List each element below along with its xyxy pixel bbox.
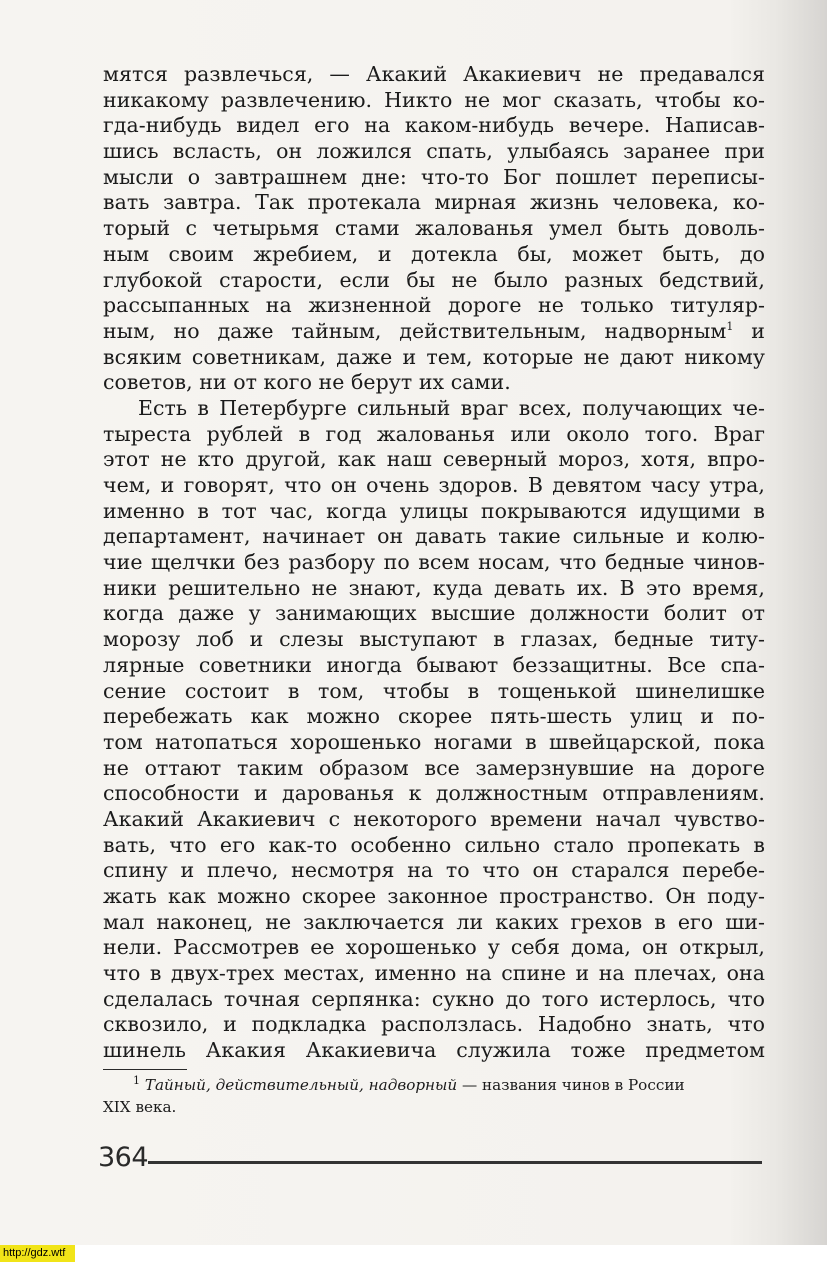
paragraph-start-line: Есть в Петербурге сильный враг всех, получающих че- (138, 395, 765, 420)
text-line: мысли о завтрашнем дне: что-то Бог пошлет переписы- (103, 164, 765, 189)
text-line: всяким советникам, даже и тем, которые не дают никому (103, 344, 765, 369)
text-line: вать завтра. Так протекала мирная жизнь человека, ко- (103, 190, 765, 215)
source-watermark: http://gdz.wtf (0, 1245, 75, 1262)
text-line: вать, что его как-то особенно сильно стало пропекать в (103, 832, 765, 857)
text-line: морозу лоб и слезы выступают в глазах, бедные титу- (103, 627, 765, 652)
text-line: именно в тот час, когда улицы покрываются идущими в (103, 498, 765, 523)
text-line: нели. Рассмотрев ее хорошенько у себя дома, он открыл, (103, 935, 765, 960)
footnote-divider (103, 1069, 187, 1070)
text-line: чем, и говорят, что он очень здоров. В девятом часу утра, (103, 473, 765, 497)
text-line: жать как можно скорее законное пространство. Он поду- (103, 884, 765, 908)
text-line: сделалась точная серпянка: сукно до того истерлось, что (103, 986, 765, 1011)
footnote-line (103, 1074, 765, 1096)
text-line: ники решительно не знают, куда девать их. В это время, (103, 575, 765, 600)
page-footer-rule (148, 1161, 762, 1164)
footnote-marker: 1 (133, 1073, 140, 1087)
footnote-text: — названия чинов в России (457, 1076, 685, 1094)
text-line: рассыпанных на жизненной дороге не только титуляр- (103, 293, 765, 318)
text-line: мятся развлечься, — Акакий Акакиевич не предавался (103, 62, 765, 86)
text-line: сение состоит в том, чтобы в тощенькой шинелишке (103, 678, 765, 703)
paragraph-end-line: советов, ни от кого не берут их сами. (103, 370, 511, 395)
body-text (103, 62, 765, 1064)
footnote-term: Тайный, действительный, надворный (144, 1076, 458, 1094)
text-line: не оттают таким образом все замерзнувшие на дороге (103, 755, 765, 780)
text-segment: ным, но даже тайным, действительным, надворным (103, 318, 727, 343)
footnote (103, 1074, 765, 1118)
footnote-reference: 1 (726, 320, 734, 334)
text-line: тыреста рублей в год жалованья или около того. Враг (103, 421, 765, 446)
text-line: шись всласть, он ложился спать, улыбаясь заранее при (103, 139, 765, 164)
text-line: что в двух-трех местах, именно на спине и на плечах, она (103, 961, 765, 986)
text-line: гда-нибудь видел его на каком-нибудь вечере. Написав- (103, 113, 765, 138)
text-line: том натопаться хорошенько ногами в швейцарской, пока (103, 729, 765, 754)
text-line: сквозило, и подкладка расползлась. Надобно знать, что (103, 1012, 765, 1037)
text-line: способности и дарованья к должностным отправлениям. (103, 781, 765, 806)
text-line: мал наконец, не заключается ли каких грехов в его ши- (103, 909, 765, 934)
text-line: шинель Акакия Акакиевича служила тоже предметом (103, 1038, 765, 1063)
page-number: 364 (98, 1142, 149, 1173)
text-line: глубокой старости, если бы не было разных бедствий, (103, 267, 765, 292)
text-line: спину и плечо, несмотря на то что он старался перебе- (103, 858, 765, 883)
text-line: перебежать как можно скорее пять-шесть улиц и по- (103, 704, 765, 729)
text-line-with-footnote-ref (103, 319, 765, 345)
text-line: когда даже у занимающих высшие должности болит от (103, 601, 765, 626)
footnote-line: XIX века. (103, 1098, 177, 1116)
text-segment: и (733, 318, 766, 343)
text-line: торый с четырьмя стами жалованья умел быть доволь- (103, 216, 765, 241)
text-line: департамент, начинает он давать такие сильные и колю- (103, 524, 765, 549)
text-line: этот не кто другой, как наш северный мороз, хотя, впро- (103, 447, 765, 472)
text-line: Акакий Акакиевич с некоторого времени начал чувство- (103, 806, 765, 831)
text-line: ным своим жребием, и дотекла бы, может быть, до (103, 241, 765, 266)
text-line: никакому развлечению. Никто не мог сказать, чтобы ко- (103, 87, 765, 112)
text-line: чие щелчки без разбору по всем носам, что бедные чинов- (103, 550, 765, 575)
text-line: лярные советники иногда бывают беззащитны. Все спа- (103, 652, 765, 677)
